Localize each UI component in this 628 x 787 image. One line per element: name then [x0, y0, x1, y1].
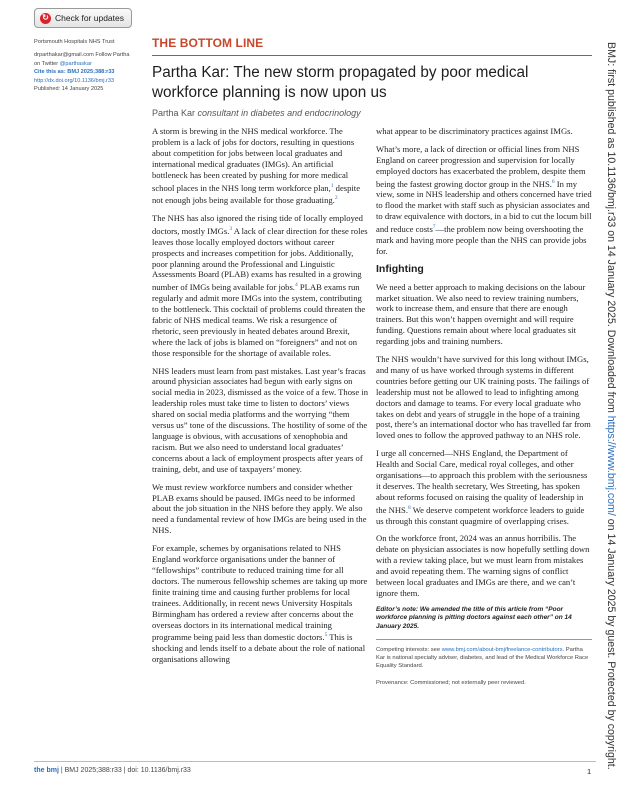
reference-link[interactable]: 7	[432, 224, 436, 231]
paragraph: We need a better approach to making decisions on the labour market situation. We also need to review training numbers, work to increase them, and ensure that there are enough trainers. But this won’t happen overnight and will require funding. Questions remain about where local graduates sit regarding jobs and training numbers.	[376, 281, 586, 347]
footer-divider	[34, 761, 596, 762]
author-name: Partha Kar	[152, 108, 196, 118]
editor-note: Editor’s note: We amended the title of this article from “Poor workforce planning is pitting doctors against each other” on 14 January 2025.	[376, 605, 572, 630]
competing-interests-link[interactable]: www.bmj.com/about-bmj/freelance-contributors	[441, 647, 563, 654]
paragraph: For example, schemes by organisations related to NHS England workforce organisations under the banner of “fellowships” contribute to reduced training time for all doctors. The numerous fellowship schemes are taking up more finite training time and causing further problems for local trainees. Additionally, in recent news University Hospitals Birmingham has ordered a review after concerns about the overseas doctors in its international medical training programme being paid less than domestic doctors.$^5$ This is shocking and lends itself to a debate about the role of national organisations allowing	[152, 543, 368, 665]
reference-link[interactable]: 8	[408, 504, 411, 511]
sidebar-meta	[34, 38, 132, 93]
paragraph: The NHS wouldn’t have survived for this long without IMGs, and many of us have worked through systems in different countries before getting our UK training posts. The failings of leadership must not be allowed to lead to infighting among doctors and damage to teams. For every local graduate who takes on debt and years of struggle in the hope of a training post, there’s an international doctor who has travelled far from loved ones to follow the approved pathway to an NHS role.	[376, 354, 591, 441]
section-divider	[152, 55, 592, 56]
section-label: THE BOTTOM LINE	[152, 36, 264, 50]
published-date: Published: 14 January 2025	[34, 85, 104, 92]
check-for-updates-button[interactable]	[34, 8, 132, 28]
contact-line: drparthakar@gmail.com Follow Partha on Twitter @parthaskar	[34, 52, 130, 67]
twitter-link[interactable]: @parthaskar	[59, 60, 92, 67]
article-title: Partha Kar: The new storm propagated by poor medical workforce planning is now upon us	[152, 64, 529, 101]
cite-line: Cite this as: BMJ 2025;388:r33	[34, 69, 115, 76]
check-for-updates-label: Check for updates	[55, 13, 124, 23]
page-number: 1	[587, 767, 592, 776]
author-line	[152, 108, 592, 118]
author-role: consultant in diabetes and endocrinology	[197, 108, 361, 118]
paragraph: what appear to be discriminatory practices against IMGs.	[376, 126, 573, 136]
paragraph: The NHS has also ignored the rising tide of locally employed doctors, mostly IMGs.$^3$ A lack of clear direction for these roles leaves those locally employed doctors without career prospects and increases competition for jobs. Additionally, poor planning around the Professional and Linguistic Assessments Board (PLAB) exams has resulted in a growing number of IMGs being available for jobs.$^4$ PLAB exams run regularly and admit more IMGs into the system, contributing to the bottleneck. This cocktail of problems could threaten the fabric of NHS medical teams. We risk a resurgence of rhetoric, seen previously in heated debates around Brexit, where the lack of jobs is blamed on “foreigners” and not on those responsible for the shortage of available roles.	[152, 213, 368, 358]
provenance: Provenance: Commissioned; not externally peer reviewed.	[376, 680, 526, 687]
update-badge-icon: ↻	[40, 13, 51, 24]
reference-link[interactable]: 4	[294, 282, 298, 289]
reference-link[interactable]: 3	[229, 225, 233, 232]
paragraph: We must review workforce numbers and consider whether PLAB exams should be paused. IMGs need to be informed about the job situation in the NHS before they apply. We also need a fundamental review of how IMGs are being used in the NHS.	[152, 481, 367, 536]
reference-link[interactable]: 6	[551, 178, 555, 185]
journal-brand: the bmj	[34, 767, 59, 774]
competing-interests: Competing interests: see www.bmj.com/about-bmj/freelance-contributors. Partha Kar is national specialty adviser, diabetes, and lead of the Medical Workforce Race Equality Standard.	[376, 647, 589, 670]
reference-link[interactable]: 5	[324, 632, 328, 639]
bmj-site-link[interactable]: https://www.bmj.com/	[605, 415, 617, 516]
article-column-left	[152, 126, 368, 672]
notes-divider	[376, 639, 592, 640]
reference-link[interactable]: 1	[330, 182, 334, 189]
reference-link[interactable]: 2	[334, 195, 338, 202]
paragraph: What’s more, a lack of direction or official lines from NHS England on career progression and supervision for locally employed doctors has exacerbated the problem, despite them being the fastest growing doctor group in the NHS.$^6$ In my view, some in NHS leadership and others concerned have tried to flood the market with staff such as physician associates and to draw equivalence with doctors, in a bid to cut the locum bill and reduce costs$^7$—the problem now being overshooting the mark and having more people than the NHS can provide jobs for.	[376, 143, 592, 256]
affiliation: Portsmouth Hospitals NHS Trust	[34, 39, 115, 45]
article-column-right	[376, 126, 592, 689]
footer-citation: the bmj | BMJ 2025;388:r33 | doi: 10.1136/bmj.r33	[34, 767, 191, 774]
vertical-download-notice: BMJ: first published as 10.1136/bmj.r33 on 14 January 2025. Downloaded from https://www.bmj.com/ on 14 January 2025 by guest. Protected by copyright.	[605, 42, 617, 770]
paragraph: On the workforce front, 2024 was an annus horribilis. The debate on physician associates is now hopefully settling down with a review taking place, but we must learn from mistakes and avoid repeating them. The warning signs of conflict between local graduates and IMGs are there, and we can’t ignore them.	[376, 533, 590, 599]
subheading: Infighting	[376, 262, 424, 275]
paragraph: I urge all concerned—NHS England, the Department of Health and Social Care, medical royal colleges, and other organisations—to approach this problem with the seriousness it deserves. The health secretary, Wes Streeting, has spoken about reforms focused on raising the quality of leadership in the NHS.$^8$ We deserve competent workforce leaders to guide us through this constant quagmire of overlapping crises.	[376, 448, 588, 526]
doi-link[interactable]: http://dx.doi.org/10.1136/bmj.r33	[34, 77, 115, 84]
paragraph: NHS leaders must learn from past mistakes. Last year’s fracas around physician associates had begun with early signs on social media in 2023, dismissed as the voice of a few. Those in leadership roles must take time to listen to doctors’ views shared on social media platforms and the worrying “them versus us” tone of the discussions. The hostility of some of the language is obvious, with accusations of xenophobia and racism. But we also need to understand local graduates’ concerns about a lack of employment prospects after years of training, debt, and use of taxpayers’ money.	[152, 365, 368, 474]
paragraph: A storm is brewing in the NHS medical workforce. The problem is a lack of jobs for doctors, resulting in questions about competition for jobs between local graduates and international medical graduates (IMGs). An artificial bottleneck has been created by pushing for more medical school places in the NHS long term workforce plan,$^1$ despite not enough jobs being available for those graduating.$^2$	[152, 126, 361, 206]
